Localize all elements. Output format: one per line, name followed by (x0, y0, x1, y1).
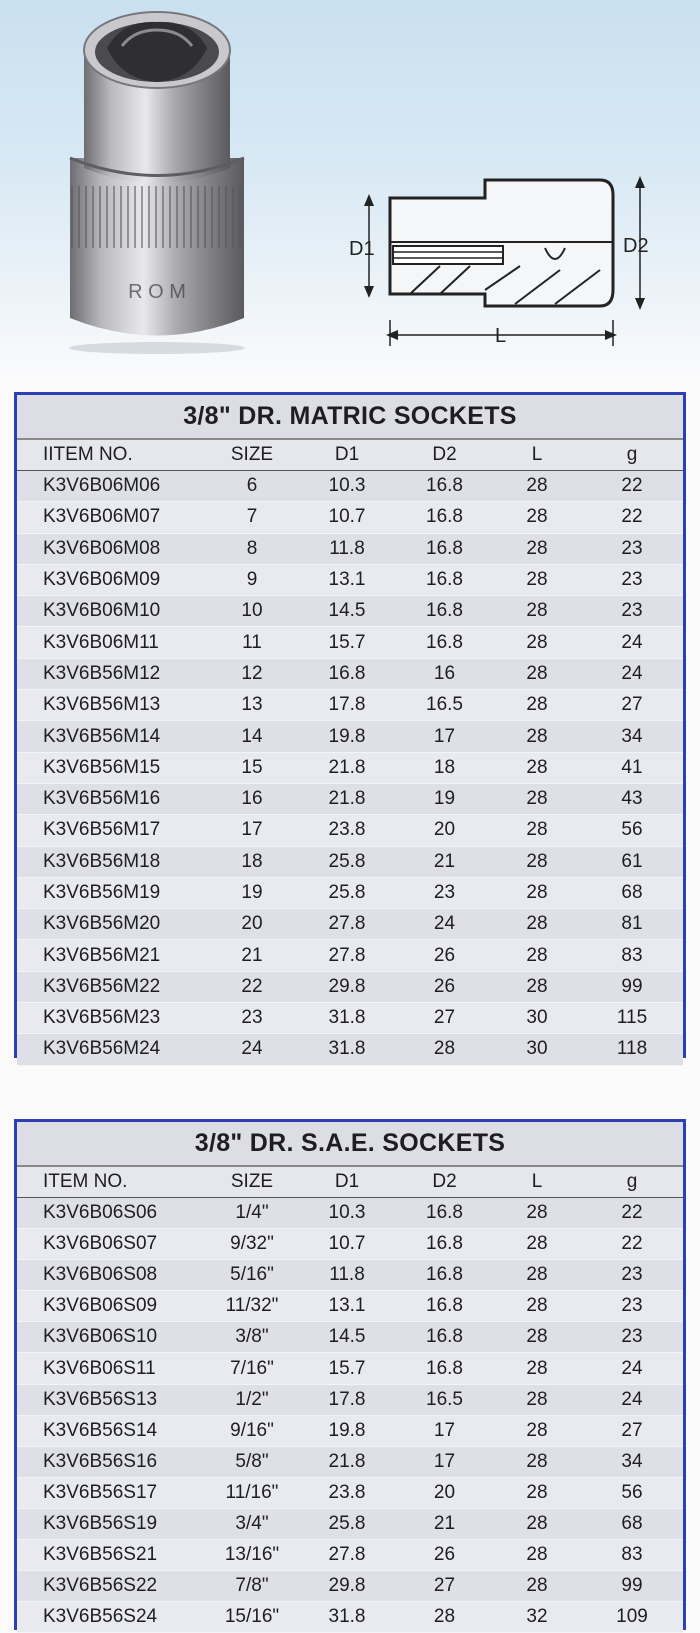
table-row (17, 1198, 683, 1229)
size-cell: 10 (241, 600, 263, 622)
l-cell: 28 (526, 1202, 548, 1224)
item-no-cell: K3V6B56S17 (43, 1481, 158, 1503)
l-cell: 28 (526, 1419, 548, 1441)
item-no-cell: K3V6B06M09 (43, 569, 161, 591)
d1-cell: 14.5 (328, 600, 366, 622)
weight-cell: 41 (621, 756, 643, 778)
l-cell: 28 (526, 1575, 548, 1597)
weight-cell: 118 (616, 1038, 648, 1060)
size-cell: 17 (241, 819, 263, 841)
weight-cell: 99 (621, 1575, 643, 1597)
d2-cell: 24 (433, 913, 456, 935)
header-l: L (531, 444, 543, 465)
d2-cell: 26 (433, 1544, 456, 1566)
socket-dimension-diagram (349, 170, 685, 365)
header-d2: D2 (432, 444, 457, 465)
l-cell: 28 (526, 819, 548, 841)
table-row (17, 1229, 683, 1260)
weight-cell: 23 (621, 600, 643, 622)
table-row (17, 1291, 683, 1322)
size-cell: 3/4" (235, 1512, 269, 1534)
d1-cell: 10.7 (328, 506, 366, 528)
product-hero (0, 0, 700, 380)
header-item-no: ITEM NO. (43, 1171, 128, 1192)
header-size: SIZE (230, 1171, 274, 1192)
weight-cell: 27 (621, 1419, 643, 1441)
table-row (17, 815, 683, 846)
size-cell: 3/8" (235, 1326, 269, 1348)
table-row (17, 1322, 683, 1353)
l-cell: 28 (526, 600, 548, 622)
weight-cell: 115 (616, 1007, 648, 1029)
d1-cell: 10.3 (328, 475, 366, 497)
table-row (17, 596, 683, 627)
l-cell: 28 (526, 1450, 548, 1472)
l-cell: 28 (526, 788, 548, 810)
d2-cell: 17 (433, 725, 456, 747)
table-row (17, 847, 683, 878)
l-cell: 28 (526, 913, 548, 935)
table-row (17, 972, 683, 1003)
weight-cell: 34 (621, 1450, 643, 1472)
d2-cell: 17 (433, 1419, 456, 1441)
d2-cell: 27 (433, 1007, 456, 1029)
d2-cell: 16.8 (426, 1264, 463, 1286)
item-no-cell: K3V6B56M16 (43, 788, 161, 810)
d2-cell: 26 (433, 975, 456, 997)
l-cell: 28 (526, 944, 548, 966)
table-row (17, 1478, 683, 1509)
size-cell: 5/8" (235, 1450, 269, 1472)
l-cell: 28 (526, 1357, 548, 1379)
item-no-cell: K3V6B56M13 (43, 694, 161, 716)
item-no-cell: K3V6B56M15 (43, 756, 161, 778)
l-cell: 28 (526, 475, 548, 497)
d1-cell: 25.8 (328, 850, 366, 872)
weight-cell: 83 (621, 944, 643, 966)
d2-cell: 16.8 (426, 475, 463, 497)
d1-cell: 31.8 (328, 1038, 366, 1060)
table-row (17, 1540, 683, 1571)
table-row (17, 1385, 683, 1416)
l-cell: 28 (526, 1233, 548, 1255)
item-no-cell: K3V6B06M11 (43, 631, 159, 653)
l-cell: 28 (526, 882, 548, 903)
item-no-cell: K3V6B56M18 (43, 850, 161, 872)
table-row (17, 784, 683, 815)
d1-cell: 21.8 (328, 788, 366, 810)
d1-cell: 10.7 (328, 1233, 366, 1255)
weight-cell: 56 (621, 1481, 643, 1503)
d2-cell: 20 (433, 819, 456, 841)
l-cell: 28 (526, 1326, 548, 1348)
header-d2: D2 (432, 1171, 457, 1192)
size-cell: 18 (241, 850, 263, 872)
d2-cell: 28 (433, 1038, 456, 1060)
d1-cell: 15.7 (328, 1357, 366, 1379)
item-no-cell: K3V6B56S24 (43, 1606, 158, 1628)
header-d1: D1 (334, 1171, 360, 1192)
d2-cell: 16.8 (426, 1357, 463, 1379)
table-row (17, 534, 683, 565)
weight-cell: 27 (621, 694, 643, 716)
item-no-cell: K3V6B56M24 (43, 1038, 161, 1060)
table-row (17, 1416, 683, 1447)
sae-table-body (17, 1198, 683, 1633)
weight-cell: 22 (621, 506, 643, 528)
d2-cell: 20 (433, 1481, 456, 1503)
weight-cell: 68 (621, 882, 643, 903)
d1-cell: 11.8 (329, 537, 365, 559)
table-row (17, 659, 683, 690)
d1-cell: 27.8 (328, 944, 366, 966)
size-cell: 11/16" (225, 1481, 279, 1503)
item-no-cell: K3V6B06S10 (43, 1326, 158, 1348)
item-no-cell: K3V6B56S13 (43, 1388, 158, 1410)
d1-cell: 23.8 (328, 819, 366, 841)
size-cell: 9 (246, 569, 258, 591)
d2-cell: 19 (433, 788, 456, 810)
d1-cell: 25.8 (328, 1512, 366, 1534)
size-cell: 11 (242, 631, 262, 653)
table-row (17, 1509, 683, 1540)
d1-cell: 19.8 (328, 1419, 366, 1441)
item-no-cell: K3V6B56M22 (43, 975, 161, 997)
l-cell: 28 (526, 694, 548, 716)
header-l: L (531, 1171, 543, 1192)
size-cell: 8 (246, 537, 258, 559)
socket-photo (62, 8, 252, 353)
table-row (17, 1353, 683, 1384)
d1-cell: 11.8 (329, 1264, 365, 1286)
d2-cell: 16 (433, 662, 456, 684)
d2-cell: 21 (433, 850, 456, 872)
d1-cell: 25.8 (328, 882, 366, 903)
d1-cell: 13.1 (328, 569, 366, 591)
d1-cell: 15.7 (328, 631, 366, 653)
weight-cell: 22 (621, 1233, 643, 1255)
table-row (17, 753, 683, 784)
l-cell: 32 (526, 1606, 548, 1628)
weight-cell: 24 (621, 1357, 643, 1379)
d1-cell: 27.8 (328, 913, 366, 935)
metric-table-header (17, 440, 683, 471)
item-no-cell: K3V6B56M19 (43, 882, 161, 903)
l-cell: 28 (526, 1544, 548, 1566)
size-cell: 13 (241, 694, 263, 716)
d2-cell: 26 (433, 944, 456, 966)
d1-cell: 17.8 (328, 694, 366, 716)
l-cell: 28 (526, 725, 548, 747)
d2-cell: 18 (433, 756, 456, 778)
d2-cell: 16.5 (426, 1388, 463, 1410)
item-no-cell: K3V6B56M17 (43, 819, 161, 841)
l-cell: 28 (526, 1295, 548, 1317)
header-weight: g (626, 1171, 638, 1192)
d1-cell: 31.8 (328, 1007, 366, 1029)
size-cell: 20 (241, 913, 263, 935)
size-cell: 7/8" (235, 1575, 269, 1597)
item-no-cell: K3V6B06M06 (43, 475, 161, 497)
item-no-cell: K3V6B56M12 (43, 662, 161, 684)
size-cell: 21 (241, 944, 263, 966)
item-no-cell: K3V6B56S22 (43, 1575, 158, 1597)
item-no-cell: K3V6B56S19 (43, 1512, 158, 1534)
l-cell: 28 (526, 975, 548, 997)
weight-cell: 81 (621, 913, 643, 935)
size-cell: 5/16" (230, 1264, 274, 1286)
d2-cell: 28 (433, 1606, 456, 1628)
size-cell: 23 (241, 1007, 263, 1029)
d1-cell: 13.1 (328, 1295, 366, 1317)
length-label: L (495, 325, 507, 347)
d1-cell: 27.8 (328, 1544, 366, 1566)
table-row (17, 502, 683, 533)
d1-cell: 19.8 (328, 725, 366, 747)
item-no-cell: K3V6B06S09 (43, 1295, 158, 1317)
d2-cell: 16.8 (426, 631, 463, 653)
header-item-no: IITEM NO. (43, 444, 133, 465)
table-row (17, 1034, 683, 1065)
header-weight: g (626, 444, 638, 465)
weight-cell: 23 (621, 537, 643, 559)
size-cell: 1/2" (235, 1388, 269, 1410)
size-cell: 7/16" (230, 1357, 274, 1379)
size-cell: 11/32" (225, 1295, 279, 1317)
size-cell: 24 (241, 1038, 263, 1060)
table-row (17, 690, 683, 721)
weight-cell: 109 (616, 1606, 648, 1628)
l-cell: 28 (526, 756, 548, 778)
size-cell: 22 (241, 975, 263, 997)
table-row (17, 721, 683, 752)
item-no-cell: K3V6B56S14 (43, 1419, 158, 1441)
weight-cell: 56 (621, 819, 643, 841)
l-cell: 28 (526, 662, 548, 684)
header-size: SIZE (230, 444, 274, 465)
d1-label: D1 (349, 238, 375, 260)
d2-cell: 16.8 (426, 569, 463, 591)
weight-cell: 83 (621, 1544, 643, 1566)
l-cell: 28 (526, 1481, 548, 1503)
l-cell: 28 (526, 569, 548, 591)
d1-cell: 17.8 (328, 1388, 366, 1410)
size-cell: 9/32" (230, 1233, 274, 1255)
size-cell: 15 (241, 756, 263, 778)
d2-cell: 16.8 (426, 1295, 463, 1317)
size-cell: 19 (241, 882, 263, 903)
table-row (17, 565, 683, 596)
sae-table-title: 3/8" DR. S.A.E. SOCKETS (17, 1122, 683, 1167)
d2-cell: 16.8 (426, 1202, 463, 1224)
size-cell: 1/4" (235, 1202, 269, 1224)
d1-cell: 14.5 (328, 1326, 366, 1348)
table-row (17, 1447, 683, 1478)
d1-cell: 29.8 (328, 1575, 366, 1597)
weight-cell: 43 (621, 788, 643, 810)
weight-cell: 23 (621, 1264, 643, 1286)
metric-table-body (17, 471, 683, 1066)
weight-cell: 24 (621, 631, 643, 653)
d1-cell: 10.3 (328, 1202, 366, 1224)
l-cell: 28 (526, 1264, 548, 1286)
d1-cell: 21.8 (328, 1450, 366, 1472)
item-no-cell: K3V6B56M20 (43, 913, 161, 935)
size-cell: 13/16" (224, 1544, 280, 1566)
table-row (17, 1003, 683, 1034)
item-no-cell: K3V6B06S06 (43, 1202, 158, 1224)
l-cell: 28 (526, 1512, 548, 1534)
item-no-cell: K3V6B56M14 (43, 725, 161, 747)
item-no-cell: K3V6B06M07 (43, 506, 161, 528)
item-no-cell: K3V6B56M21 (43, 944, 161, 966)
item-no-cell: K3V6B06S11 (43, 1357, 156, 1379)
d2-cell: 16.8 (426, 1326, 463, 1348)
metric-sockets-table (14, 392, 686, 1058)
table-row (17, 1260, 683, 1291)
size-cell: 12 (241, 662, 263, 684)
l-cell: 28 (526, 506, 548, 528)
d2-cell: 23 (433, 882, 456, 903)
size-cell: 6 (246, 475, 258, 497)
weight-cell: 23 (621, 569, 643, 591)
table-row (17, 1602, 683, 1633)
d2-cell: 16.8 (426, 600, 463, 622)
d2-cell: 21 (433, 1512, 456, 1534)
table-row (17, 909, 683, 940)
weight-cell: 99 (621, 975, 643, 997)
size-cell: 15/16" (224, 1606, 280, 1628)
l-cell: 30 (526, 1007, 548, 1029)
table-row (17, 940, 683, 971)
item-no-cell: K3V6B56S21 (43, 1544, 158, 1566)
weight-cell: 68 (621, 1512, 643, 1534)
d1-cell: 21.8 (328, 756, 366, 778)
size-cell: 9/16" (230, 1419, 274, 1441)
weight-cell: 24 (621, 1388, 643, 1410)
weight-cell: 22 (621, 1202, 643, 1224)
d1-cell: 29.8 (328, 975, 366, 997)
l-cell: 28 (526, 631, 548, 653)
table-row (17, 471, 683, 502)
table-row (17, 1571, 683, 1602)
item-no-cell: K3V6B06S07 (43, 1233, 158, 1255)
item-no-cell: K3V6B06M10 (43, 600, 161, 622)
d2-cell: 16.8 (426, 506, 463, 528)
size-cell: 14 (241, 725, 263, 747)
d2-cell: 16.8 (426, 537, 463, 559)
l-cell: 30 (526, 1038, 548, 1060)
d2-cell: 17 (433, 1450, 456, 1472)
l-cell: 28 (526, 1388, 548, 1410)
item-no-cell: K3V6B56M23 (43, 1007, 161, 1029)
d1-cell: 23.8 (328, 1481, 366, 1503)
sae-sockets-table (14, 1119, 686, 1630)
item-no-cell: K3V6B06M08 (43, 537, 161, 559)
d2-label: D2 (623, 235, 649, 257)
table-row (17, 627, 683, 658)
size-cell: 16 (241, 788, 263, 810)
d2-cell: 27 (433, 1575, 456, 1597)
l-cell: 28 (526, 537, 548, 559)
weight-cell: 34 (621, 725, 643, 747)
table-row (17, 878, 683, 909)
item-no-cell: K3V6B56S16 (43, 1450, 158, 1472)
metric-table-title: 3/8" DR. MATRIC SOCKETS (17, 395, 683, 440)
weight-cell: 23 (621, 1295, 643, 1317)
item-no-cell: K3V6B06S08 (43, 1264, 158, 1286)
d1-cell: 16.8 (328, 662, 366, 684)
header-d1: D1 (334, 444, 360, 465)
weight-cell: 61 (621, 850, 643, 872)
weight-cell: 24 (621, 662, 643, 684)
size-cell: 7 (246, 506, 258, 528)
d2-cell: 16.5 (426, 694, 463, 716)
svg-text:R O M: R O M (128, 281, 186, 303)
d1-cell: 31.8 (328, 1606, 366, 1628)
weight-cell: 23 (621, 1326, 643, 1348)
d2-cell: 16.8 (426, 1233, 463, 1255)
sae-table-header (17, 1167, 683, 1198)
weight-cell: 22 (621, 475, 643, 497)
l-cell: 28 (526, 850, 548, 872)
